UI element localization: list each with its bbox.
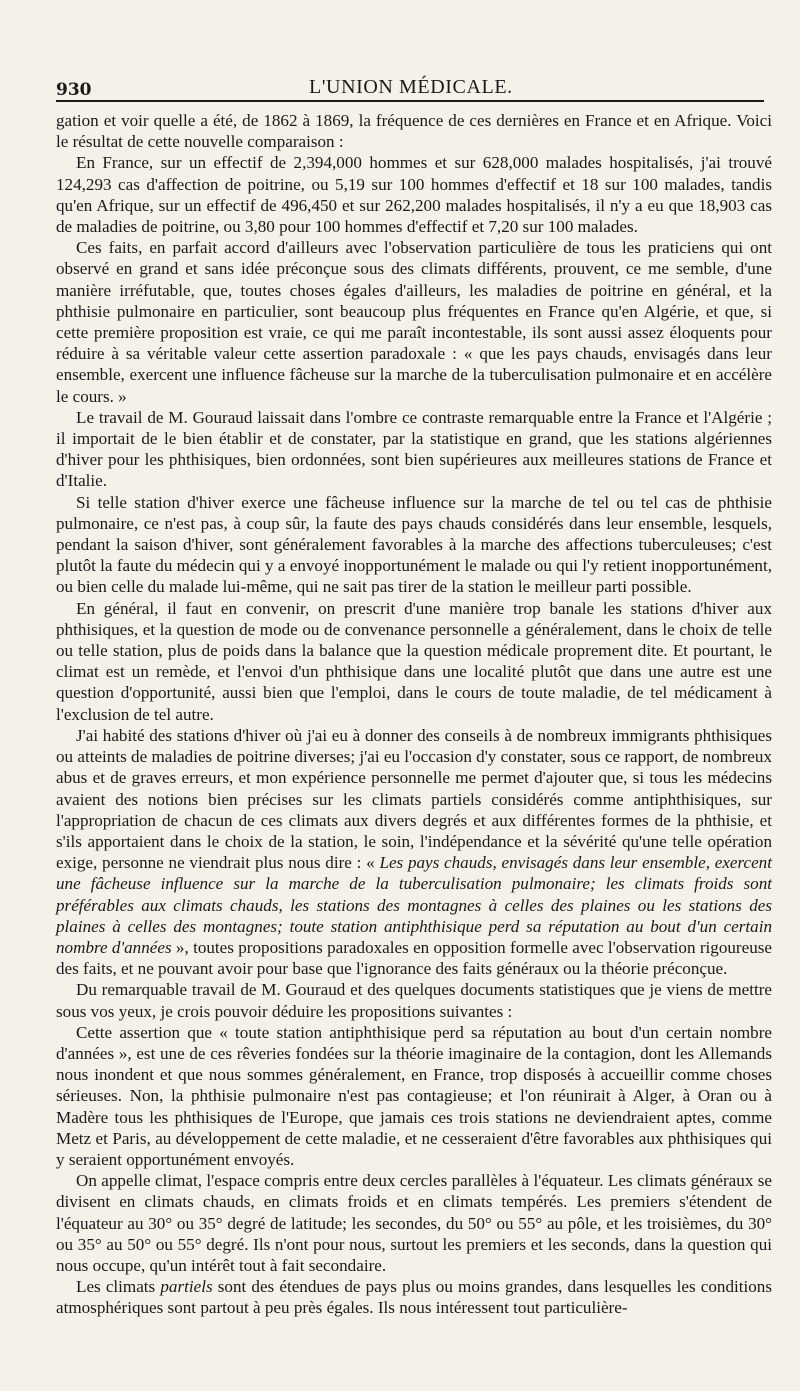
paragraph: Le travail de M. Gouraud laissait dans l'ombre ce contraste remarquable entre la France et l'Algérie ; il importait de le bien établir et de constater, par la statistique en grand, que les stations algériennes d'hiver pour les phthisiques, bien ordonnées, sont bien supérieures aux meilleures stations de France et d'Italie. <box>56 407 772 491</box>
paragraph: En général, il faut en convenir, on prescrit d'une manière trop banale les stations d'hiver aux phthisiques, et la question de mode ou de convenance personnelle a généralement, dans le choix de telle ou telle station, plus de poids dans la balance que la question médicale proprement dite. Et pourtant, le climat est un remède, et l'envoi d'un phthisique dans une localité plutôt que dans une autre est une question d'opportunité, aussi bien que l'emploi, dans le cours de toute maladie, de tel médicament à l'exclusion de tel autre. <box>56 598 772 724</box>
paragraph: gation et voir quelle a été, de 1862 à 1869, la fréquence de ces dernières en France et en Afrique. Voici le résultat de cette nouvelle comparaison : <box>56 111 772 152</box>
paragraph <box>56 1276 772 1318</box>
italic-term: partiels <box>160 1277 213 1297</box>
running-title: L'UNION MÉDICALE. <box>309 76 513 98</box>
paragraph-text: J'ai habité des stations d'hiver où j'ai eu à donner des conseils à de nombreux immigrants phthisiques ou atteints de maladies de poitrine diverses; j'ai eu l'occasion d'y constater, sous ce rapport, de nombreux abus et de graves erreurs, et mon expérience personnelle me permet d'ajouter que, si tous les médecins avaient des notions bien précises sur les climats partiels considérés comme antiphthisiques, sur l'appropriation de chacun de ces climats aux divers degrés et aux différentes formes de la phthisie, et s'ils apportaient dans le choix de la station, le soin, l'indépendance et la sévérité qu'une telle opération exige, personne ne viendrait plus nous dire : « <box>56 725 772 873</box>
paragraph: En France, sur un effectif de 2,394,000 hommes et sur 628,000 malades hospitalisés, j'ai trouvé 124,293 cas d'affection de poitrine, ou 5,19 sur 100 hommes d'effectif et 18 sur 100 malades, tandis qu'en Afrique, sur un effectif de 496,450 et sur 262,200 malades hospitalisés, il n'y a eu que 18,903 cas de maladies de poitrine, ou 3,80 pour 100 hommes d'effectif et 7,20 sur 100 malades. <box>56 153 772 237</box>
paragraph-text: », toutes propositions paradoxales en opposition formelle avec l'observation rigoureuse des faits, et ne pouvant avoir pour base que l'ignorance des faits généraux ou la théorie préconçue. <box>56 937 772 979</box>
paragraph <box>56 725 772 979</box>
italic-quotation: Les pays chauds, envisagés dans leur ensemble, exercent une fâcheuse influence sur la marche de la tuberculisation pulmonaire; les climats froids sont préférables aux climats chauds, les stations des montagnes à celles des plaines ou les stations des plaines à celles des montagnes; toute station antiphthisique perd sa réputation au bout d'un certain nombre d'années <box>56 853 772 957</box>
body-text <box>56 110 772 1319</box>
paragraph: Du remarquable travail de M. Gouraud et des quelques documents statistiques que je viens de mettre sous vos yeux, je crois pouvoir déduire les propositions suivantes : <box>56 980 772 1021</box>
page-number: 930 <box>56 80 92 100</box>
paragraph-text: sont des étendues de pays plus ou moins grandes, dans lesquelles les conditions atmosphériques sont partout à peu près égales. Ils nous intéressent tout particulière- <box>56 1277 772 1318</box>
page-header <box>56 62 764 102</box>
paragraph: Cette assertion que « toute station antiphthisique perd sa réputation au bout d'un certain nombre d'années », est une de ces rêveries fondées sur la théorie imaginaire de la contagion, dont les Allemands nous inondent et que nous sommes généralement, en France, trop disposés à accueillir comme choses sérieuses. Non, la phthisie pulmonaire n'est pas contagieuse; et l'on réunirait à Alger, à Oran ou à Madère tous les phthisiques de l'Europe, que jamais ces trois stations ne deviendraient aptes, comme Metz et Paris, au développement de cette maladie, et ne cesseraient d'être favorables aux phthisiques qui y seraient opportunément envoyés. <box>56 1022 772 1169</box>
paragraph: On appelle climat, l'espace compris entre deux cercles parallèles à l'équateur. Les climats généraux se divisent en climats chauds, en climats froids et en climats tempérés. Les premiers s'étendent de l'équateur au 30° ou 35° degré de latitude; les secondes, du 50° ou 55° au pôle, et les troisièmes, du 30° ou 35° au 50° ou 55° degré. Ils n'ont pour nous, surtout les premiers et les seconds, dans la question qui nous occupe, qu'un intérêt tout à fait secondaire. <box>56 1171 772 1275</box>
paragraph: Ces faits, en parfait accord d'ailleurs avec l'observation particulière de tous les praticiens qui ont observé en grand et sans idée préconçue sous des climats différents, prouvent, ce me semble, d'une manière irréfutable, que, toutes choses égales d'ailleurs, les maladies de poitrine en général, et la phthisie pulmonaire en particulier, sont beaucoup plus fréquentes en France qu'en Algérie, et que, si cette première proposition est vraie, ce qui me paraît incontestable, ils sont aussi assez éloquents pour réduire à sa véritable valeur cette assertion paradoxale : « que les pays chauds, envisagés dans leur ensemble, exercent une influence fâcheuse sur la marche de la tuberculisation pulmonaire et en accélère le cours. » <box>56 238 772 406</box>
paragraph: Si telle station d'hiver exerce une fâcheuse influence sur la marche de tel ou tel cas de phthisie pulmonaire, ce n'est pas, à coup sûr, la faute des pays chauds considérés dans leur ensemble, lesquels, pendant la saison d'hiver, sont généralement favorables à la marche des affections tuberculeuses; c'est plutôt la faute du médecin qui y a envoyé inopportunément le malade ou qui l'y retient inopportunément, ou bien celle du malade lui-même, qui ne sait pas tirer de la station le meilleur parti possible. <box>56 492 772 597</box>
paragraph-text: Les climats <box>76 1277 161 1297</box>
